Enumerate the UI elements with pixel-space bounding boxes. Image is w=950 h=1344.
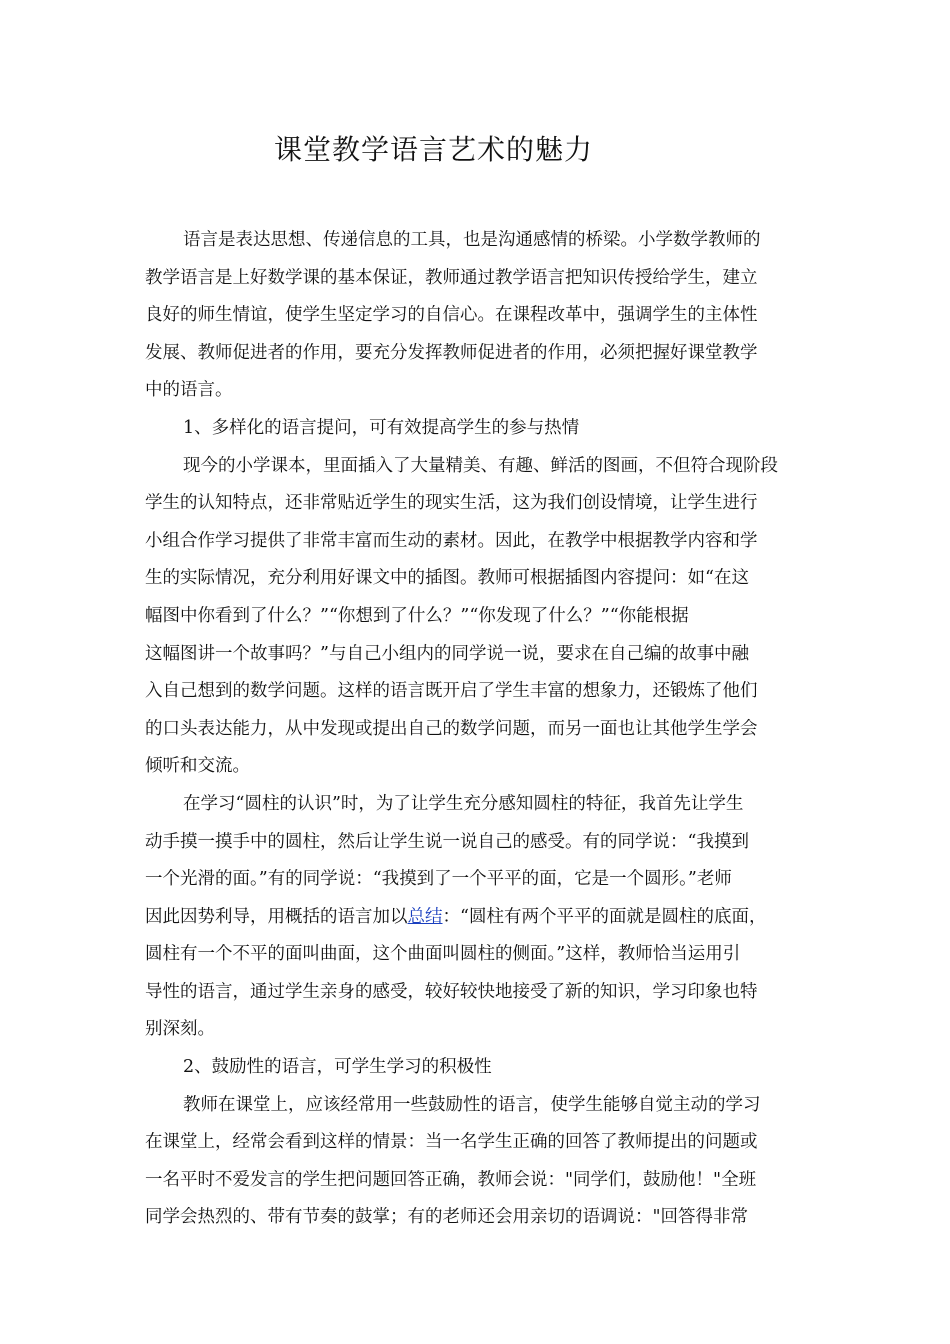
line-text-before-link: 因此因势利导，用概括的语言加以 (145, 906, 408, 927)
document-body (145, 222, 810, 1237)
paragraph-line: 教学语言是上好数学课的基本保证，教师通过教学语言把知识传授给学生，建立 (145, 267, 758, 288)
paragraph-line: 动手摸一摸手中的圆柱，然后让学生说一说自己的感受。有的同学说：“我摸到 (145, 831, 749, 852)
paragraph-line: 一个光滑的面。”有的同学说：“我摸到了一个平平的面，它是一个圆形。”老师 (145, 869, 732, 890)
paragraph-line: 良好的师生情谊，使学生坚定学习的自信心。在课程改革中，强调学生的主体性 (145, 305, 758, 326)
paragraph-line: 一名平时不爱发言的学生把问题回答正确，教师会说："同学们，鼓励他！"全班 (145, 1169, 757, 1190)
paragraph-line-with-link (145, 899, 810, 937)
paragraph-line: 中的语言。 (145, 380, 233, 401)
paragraph-line: 同学会热烈的、带有节奏的鼓掌；有的老师还会用亲切的语调说："回答得非常 (145, 1207, 749, 1228)
paragraph-line: 幅图中你看到了什么？”“你想到了什么？”“你发现了什么？”“你能根据 (145, 605, 689, 626)
paragraph-line: 生的实际情况，充分利用好课文中的插图。教师可根据插图内容提问：如“在这 (145, 568, 749, 589)
document-title: 课堂教学语言艺术的魅力 (274, 133, 594, 166)
paragraph-line: 圆柱有一个不平的面叫曲面，这个曲面叫圆柱的侧面。”这样，教师恰当运用引 (145, 944, 741, 965)
paragraph-line: 这幅图讲一个故事吗？”与自己小组内的同学说一说，要求在自己编的故事中融 (145, 643, 749, 664)
paragraph-line: 导性的语言，通过学生亲身的感受，较好较快地接受了新的知识，学习印象也特 (145, 981, 758, 1002)
paragraph-line: 现今的小学课本，里面插入了大量精美、有趣、鲜活的图画，不但符合现阶段 (183, 455, 778, 476)
paragraph-line: 入自己想到的数学问题。这样的语言既开启了学生丰富的想象力，还锻炼了他们 (145, 681, 758, 702)
summary-link[interactable]: 总结 (407, 906, 443, 927)
paragraph-line: 教师在课堂上，应该经常用一些鼓励性的语言，使学生能够自觉主动的学习 (183, 1094, 761, 1115)
paragraph-line: 学生的认知特点，还非常贴近学生的现实生活，这为我们创设情境，让学生进行 (145, 493, 758, 514)
paragraph-line: 的口头表达能力，从中发现或提出自己的数学问题，而另一面也让其他学生学会 (145, 718, 758, 739)
section-heading-1: 1、多样化的语言提问，可有效提高学生的参与热情 (183, 417, 580, 438)
section-heading-2: 2、鼓励性的语言，可学生学习的积极性 (183, 1057, 492, 1078)
paragraph-line: 倾听和交流。 (145, 756, 250, 777)
paragraph-line: 小组合作学习提供了非常丰富而生动的素材。因此，在教学中根据教学内容和学 (145, 530, 758, 551)
paragraph-line: 在学习“圆柱的认识”时，为了让学生充分感知圆柱的特征，我首先让学生 (183, 793, 744, 814)
paragraph-line: 语言是表达思想、传递信息的工具，也是沟通感情的桥梁。小学数学教师的 (183, 230, 761, 250)
paragraph-line: 别深刻。 (145, 1019, 215, 1040)
paragraph-line: 发展、教师促进者的作用，要充分发挥教师促进者的作用，必须把握好课堂教学 (145, 342, 758, 363)
paragraph-line: 在课堂上，经常会看到这样的情景：当一名学生正确的回答了教师提出的问题或 (145, 1132, 758, 1153)
line-text-after-link: ：“圆柱有两个平平的面就是圆柱的底面， (442, 906, 767, 927)
